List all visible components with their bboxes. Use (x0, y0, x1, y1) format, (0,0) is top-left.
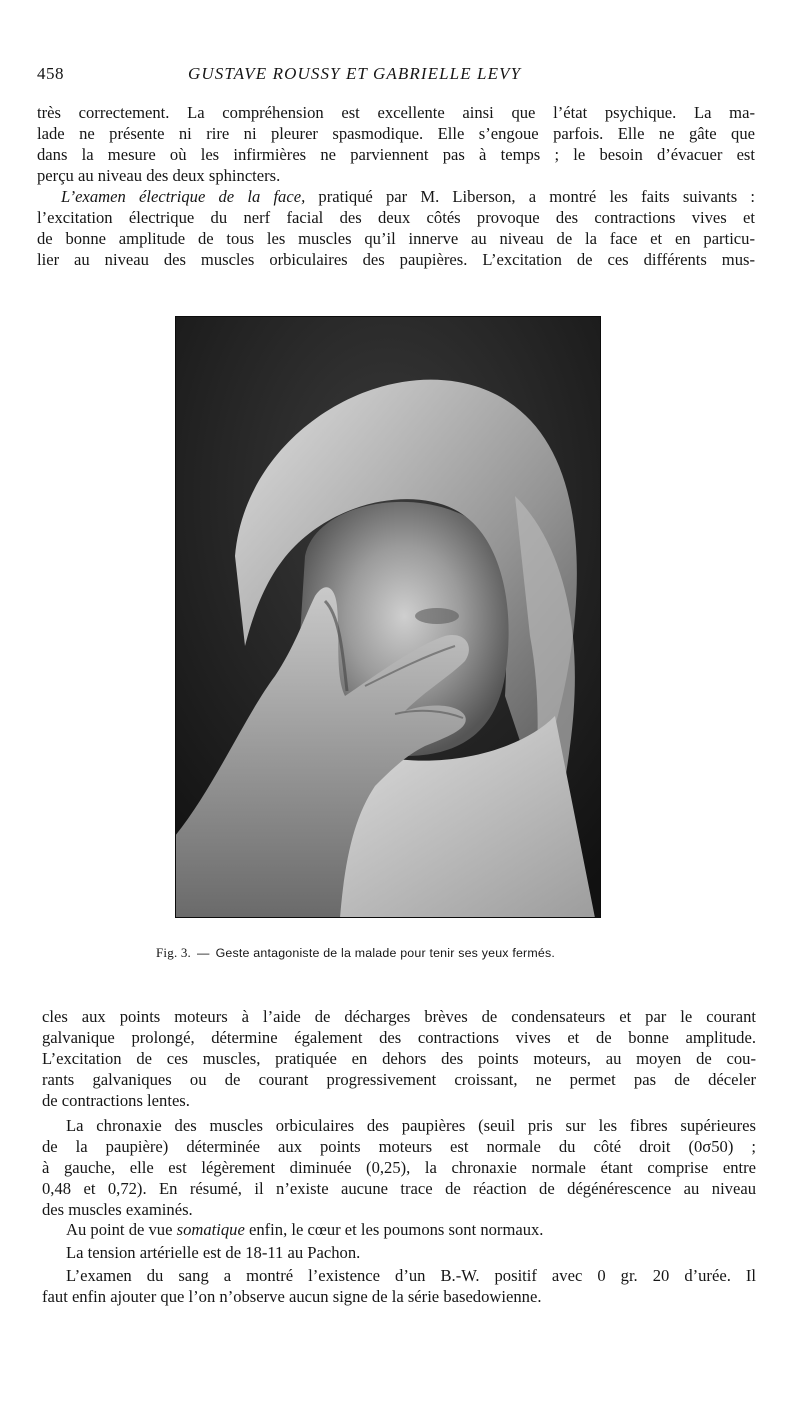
electric-line: l’excitation électrique du nerf facial des deux côtés provoque des contractions vives et (37, 207, 755, 227)
blood-paragraph (42, 1266, 756, 1308)
chronaxie-line: 0,48 et 0,72). En résumé, il n’existe aucune trace de réaction de dégénérescence au niveau (42, 1178, 756, 1198)
intro-paragraph (37, 103, 755, 187)
chronaxie-line: de la paupière) déterminée aux points moteurs est normale du côté droit (0σ50) ; (42, 1136, 756, 1156)
electric-line (37, 187, 755, 208)
electric-line-rest: pratiqué par M. Liberson, a montré les faits suivants : (305, 187, 755, 206)
electric-line: lier au niveau des muscles orbiculaires des paupières. L’excitation de ces différents mus- (37, 249, 755, 269)
somatic-line (42, 1220, 756, 1241)
page-number: 458 (37, 64, 64, 83)
blood-line: faut enfin ajouter que l’on n’observe aucun signe de la série basedowienne. (42, 1286, 542, 1306)
figure-label: Fig. 3. (156, 945, 191, 960)
continued-paragraph (42, 1007, 756, 1111)
intro-line: très correctement. La compréhension est excellente ainsi que l’état psychique. La ma- (37, 103, 755, 122)
chronaxie-paragraph (42, 1116, 756, 1220)
intro-line: lade ne présente ni rire ni pleurer spasmodique. Elle s’engoue parfois. Elle ne gâte que (37, 123, 755, 143)
intro-line: perçu au niveau des deux sphincters. (37, 165, 281, 185)
continued-line: de contractions lentes. (42, 1090, 190, 1110)
somatic-before: Au point de vue (66, 1220, 177, 1239)
continued-line: galvanique prolongé, détermine également des contractions vives et de bonne amplitude. (42, 1027, 756, 1047)
chronaxie-line: des muscles examinés. (42, 1199, 193, 1219)
chronaxie-line: à gauche, elle est légèrement diminuée (0,25), la chronaxie normale étant comprise entre (42, 1157, 756, 1177)
continued-line: cles aux points moteurs à l’aide de décharges brèves de condensateurs et par le courant (42, 1007, 756, 1026)
electric-exam-paragraph (37, 187, 755, 271)
somatic-paragraph (42, 1220, 756, 1241)
chronaxie-line: La chronaxie des muscles orbiculaires des paupières (seuil pris sur les fibres supérieures (66, 1116, 756, 1135)
electric-exam-italic: L’examen électrique de la face, (61, 187, 306, 206)
blood-line: L’examen du sang a montré l’existence d’un B.-W. positif avec 0 gr. 20 d’urée. Il (66, 1266, 756, 1285)
intro-line: dans la mesure où les infirmières ne parviennent pas à temps ; le besoin d’évacuer est (37, 144, 755, 164)
continued-line: L’excitation de ces muscles, pratiquée en dehors des points moteurs, au moyen de cou- (42, 1048, 756, 1068)
portrait-photo (175, 316, 601, 918)
tension-paragraph (42, 1243, 756, 1264)
continued-line: rants galvaniques ou de courant progressivement croissant, ne permet pas de déceler (42, 1069, 756, 1089)
running-title: GUSTAVE ROUSSY ET GABRIELLE LEVY (188, 64, 522, 83)
figure-caption (156, 945, 636, 961)
somatic-after: enfin, le cœur et les poumons sont normaux. (244, 1220, 544, 1239)
figure-photograph (175, 316, 601, 918)
caption-dash: — (197, 946, 210, 960)
caption-text: Geste antagoniste de la malade pour tenir ses yeux fermés. (215, 946, 556, 960)
somatic-italic: somatique (176, 1220, 245, 1239)
electric-line: de bonne amplitude de tous les muscles qu’il innerve au niveau de la face et en particu- (37, 228, 755, 248)
page-header (37, 64, 757, 88)
tension-line: La tension artérielle est de 18-11 au Pachon. (66, 1243, 361, 1262)
